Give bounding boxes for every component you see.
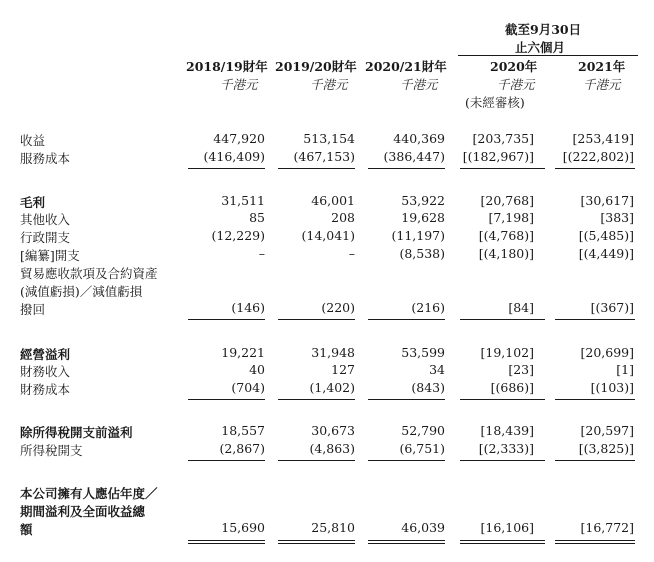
table-cell: (146) [231, 300, 265, 315]
row-label-impairment-line1: 貿易應收款項及合約資產 [20, 266, 158, 281]
row-label-total-comprehensive-line1: 本公司擁有人應佔年度／ [20, 486, 158, 501]
subtotal-rule [460, 460, 545, 461]
table-cell: (14,041) [301, 228, 355, 243]
subtotal-rule [555, 319, 635, 320]
table-cell: 46,001 [311, 193, 355, 208]
period-header-line2: 止六個月 [515, 40, 566, 55]
table-cell: 31,511 [221, 193, 265, 208]
table-cell: 440,369 [393, 131, 445, 146]
table-cell: (843) [411, 380, 445, 395]
total-double-rule [555, 540, 635, 544]
table-cell: [(182,967)] [462, 149, 534, 164]
column-unit: 千港元 [497, 77, 535, 92]
table-cell: 25,810 [311, 520, 355, 535]
row-label-total-comprehensive-line2: 期間溢利及全面收益總 [20, 504, 146, 519]
row-label-other-income: 其他收入 [20, 212, 71, 227]
subtotal-rule [555, 399, 635, 400]
table-cell: [(2,333)] [478, 441, 534, 456]
table-cell: 85 [249, 210, 265, 225]
table-cell: 34 [429, 362, 445, 377]
column-header-year: 2021年 [578, 59, 626, 74]
row-label-admin-expenses: 行政開支 [20, 230, 71, 245]
table-cell: [(3,825)] [578, 441, 634, 456]
table-cell: [20,768] [480, 193, 534, 208]
table-cell: [253,419] [572, 131, 634, 146]
table-cell: (6,751) [399, 441, 445, 456]
subtotal-rule [188, 168, 265, 169]
column-unit: 千港元 [310, 77, 348, 92]
row-label-income-tax: 所得稅開支 [20, 443, 83, 458]
subtotal-rule [278, 399, 355, 400]
column-header-year: 2018/19財年 [186, 59, 268, 74]
total-double-rule [460, 540, 545, 544]
table-cell: 30,673 [311, 423, 355, 438]
table-cell: [30,617] [580, 193, 634, 208]
table-cell: – [258, 246, 265, 261]
table-cell: [(4,449)] [578, 246, 634, 261]
table-cell: 18,557 [221, 423, 265, 438]
subtotal-rule [278, 319, 355, 320]
total-double-rule [188, 540, 265, 544]
table-cell: 513,154 [303, 131, 355, 146]
table-cell: [383] [600, 210, 634, 225]
table-cell: 40 [249, 362, 265, 377]
total-double-rule [278, 540, 355, 544]
table-cell: [16,772] [580, 520, 634, 535]
table-cell: (416,409) [203, 149, 265, 164]
subtotal-rule [278, 460, 355, 461]
subtotal-rule [460, 168, 545, 169]
subtotal-rule [278, 168, 355, 169]
table-cell: [7,198] [488, 210, 534, 225]
table-cell: – [348, 246, 355, 261]
table-cell: 31,948 [311, 345, 355, 360]
table-cell: 127 [331, 362, 355, 377]
row-label-total-comprehensive-line3: 額 [20, 522, 33, 537]
table-cell: [203,735] [472, 131, 534, 146]
column-unit: 千港元 [583, 77, 621, 92]
table-cell: 19,221 [221, 345, 265, 360]
table-cell: 208 [331, 210, 355, 225]
subtotal-rule [368, 319, 445, 320]
subtotal-rule [460, 319, 545, 320]
period-header-line1: 截至9月30日 [505, 22, 582, 37]
table-cell: [(103)] [590, 380, 634, 395]
table-cell: [(4,768)] [478, 228, 534, 243]
table-cell: (8,538) [399, 246, 445, 261]
subtotal-rule [460, 399, 545, 400]
table-cell: 46,039 [401, 520, 445, 535]
table-cell: [84] [508, 300, 534, 315]
row-label-profit-before-tax: 除所得稅開支前溢利 [20, 425, 133, 440]
row-label-revenue: 收益 [20, 133, 46, 148]
table-cell: [19,102] [480, 345, 534, 360]
column-unit: 千港元 [220, 77, 258, 92]
table-cell: 15,690 [221, 520, 265, 535]
period-header-rule [458, 55, 638, 56]
table-cell: (467,153) [293, 149, 355, 164]
table-cell: (220) [321, 300, 355, 315]
unaudited-note: (未經審核) [465, 95, 525, 110]
table-cell: (216) [411, 300, 445, 315]
row-label-impairment-line2: (減值虧損)／減值虧損 [20, 284, 143, 299]
table-cell: [18,439] [480, 423, 534, 438]
table-cell: [(4,180)] [478, 246, 534, 261]
column-unit: 千港元 [400, 77, 438, 92]
row-label-gross-profit: 毛利 [20, 195, 46, 210]
column-header-year: 2019/20財年 [275, 59, 357, 74]
row-label-impairment-line3: 撥回 [20, 302, 46, 317]
subtotal-rule [188, 460, 265, 461]
subtotal-rule [188, 399, 265, 400]
subtotal-rule [555, 460, 635, 461]
table-cell: (704) [231, 380, 265, 395]
row-label-cost-of-services: 服務成本 [20, 151, 71, 166]
table-cell: 19,628 [401, 210, 445, 225]
table-cell: [1] [616, 362, 634, 377]
subtotal-rule [368, 460, 445, 461]
table-cell: 53,599 [401, 345, 445, 360]
subtotal-rule [368, 399, 445, 400]
row-label-redacted-expenses: [編纂]開支 [20, 248, 80, 263]
table-cell: [20,699] [580, 345, 634, 360]
table-cell: (12,229) [211, 228, 265, 243]
row-label-finance-income: 財務收入 [20, 364, 71, 379]
table-cell: (11,197) [391, 228, 445, 243]
row-label-operating-profit: 經營溢利 [20, 347, 71, 362]
subtotal-rule [368, 168, 445, 169]
table-cell: [(686)] [490, 380, 534, 395]
table-cell: [(222,802)] [562, 149, 634, 164]
column-header-year: 2020/21財年 [365, 59, 447, 74]
table-cell: [20,597] [580, 423, 634, 438]
table-cell: (4,863) [309, 441, 355, 456]
subtotal-rule [188, 319, 265, 320]
table-cell: (1,402) [309, 380, 355, 395]
table-cell: 53,922 [401, 193, 445, 208]
table-cell: [(5,485)] [578, 228, 634, 243]
table-cell: [(367)] [590, 300, 634, 315]
column-header-year: 2020年 [490, 59, 538, 74]
table-cell: [16,106] [480, 520, 534, 535]
table-cell: (2,867) [219, 441, 265, 456]
subtotal-rule [555, 168, 635, 169]
table-cell: (386,447) [383, 149, 445, 164]
row-label-finance-costs: 財務成本 [20, 382, 71, 397]
total-double-rule [368, 540, 445, 544]
table-cell: [23] [508, 362, 534, 377]
table-cell: 52,790 [401, 423, 445, 438]
table-cell: 447,920 [213, 131, 265, 146]
